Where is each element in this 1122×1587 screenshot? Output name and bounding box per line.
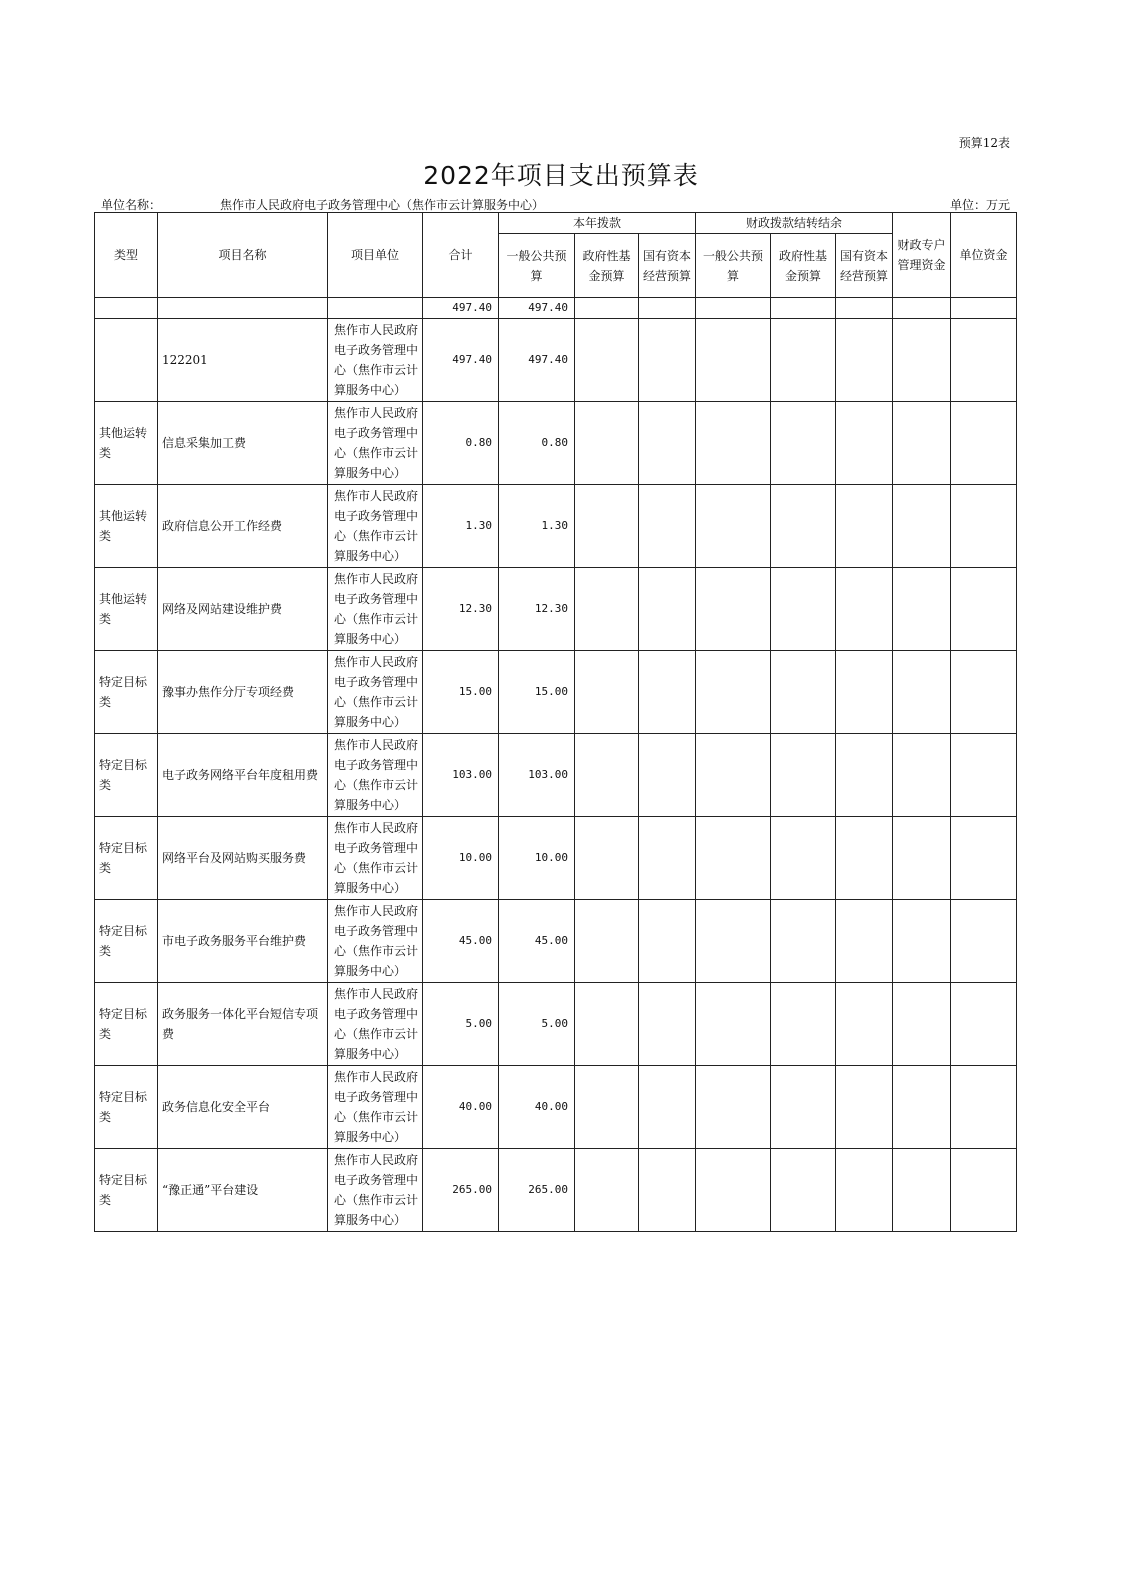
table-row: [95, 817, 1017, 900]
table-row: [95, 983, 1017, 1066]
row-general-budget: 15.00: [499, 651, 575, 734]
row-general-budget: 0.80: [499, 402, 575, 485]
empty-cell: [696, 900, 771, 983]
row-general-budget: 5.00: [499, 983, 575, 1066]
row-project-name: 市电子政务服务平台维护费: [158, 900, 328, 983]
empty-cell: [575, 402, 639, 485]
col-header-carry-state-capital-budget: 国有资本经营预算: [836, 234, 893, 298]
empty-cell: [639, 1066, 696, 1149]
col-header-state-capital-budget: 国有资本经营预算: [639, 234, 696, 298]
empty-cell: [575, 568, 639, 651]
col-group-current-year: 本年拨款: [499, 213, 696, 234]
row-general-budget: 497.40: [499, 319, 575, 402]
empty-cell: [696, 1149, 771, 1232]
row-project-name: 政府信息公开工作经费: [158, 485, 328, 568]
empty-cell: [893, 1149, 951, 1232]
project-budget-table: [94, 212, 1017, 1232]
row-general-budget: 1.30: [499, 485, 575, 568]
empty-cell: [575, 319, 639, 402]
row-project-unit: 焦作市人民政府电子政务管理中心（焦作市云计算服务中心）: [328, 319, 423, 402]
row-project-unit: 焦作市人民政府电子政务管理中心（焦作市云计算服务中心）: [328, 651, 423, 734]
row-total: 15.00: [423, 651, 499, 734]
col-header-unit-funds: 单位资金: [951, 213, 1017, 298]
empty-cell: [771, 734, 836, 817]
empty-cell: [836, 651, 893, 734]
table-row: [95, 402, 1017, 485]
empty-cell: [639, 1149, 696, 1232]
row-total: 40.00: [423, 1066, 499, 1149]
total-row-total: 497.40: [423, 298, 499, 319]
empty-cell: [696, 568, 771, 651]
total-row-general: 497.40: [499, 298, 575, 319]
empty-cell: [771, 568, 836, 651]
table-row: [95, 1149, 1017, 1232]
row-general-budget: 10.00: [499, 817, 575, 900]
empty-cell: [771, 651, 836, 734]
empty-cell: [951, 651, 1017, 734]
empty-cell: [893, 734, 951, 817]
total-row: [95, 298, 1017, 319]
empty-cell: [836, 900, 893, 983]
empty-cell: [893, 900, 951, 983]
col-header-carry-general-budget: 一般公共预算: [696, 234, 771, 298]
row-project-name: 豫事办焦作分厅专项经费: [158, 651, 328, 734]
row-project-name: “豫正通”平台建设: [158, 1149, 328, 1232]
empty-cell: [696, 817, 771, 900]
empty-cell: [771, 900, 836, 983]
table-row: [95, 734, 1017, 817]
empty-cell: [893, 651, 951, 734]
table-body: [95, 298, 1017, 1232]
empty-cell: [575, 900, 639, 983]
row-project-name: 网络及网站建设维护费: [158, 568, 328, 651]
table-row: [95, 485, 1017, 568]
money-unit-label: 单位：万元: [949, 198, 1010, 212]
row-project-unit: 焦作市人民政府电子政务管理中心（焦作市云计算服务中心）: [328, 1066, 423, 1149]
row-type: 其他运转类: [95, 402, 158, 485]
empty-cell: [575, 983, 639, 1066]
empty-cell: [639, 485, 696, 568]
row-total: 497.40: [423, 319, 499, 402]
empty-cell: [836, 1149, 893, 1232]
empty-cell: [951, 319, 1017, 402]
col-header-general-budget: 一般公共预算: [499, 234, 575, 298]
row-type: 特定目标类: [95, 1066, 158, 1149]
empty-cell: [836, 734, 893, 817]
row-general-budget: 103.00: [499, 734, 575, 817]
empty-cell: [893, 485, 951, 568]
col-header-type: 类型: [95, 213, 158, 298]
row-total: 103.00: [423, 734, 499, 817]
page-title: 2022年项目支出预算表: [423, 161, 699, 190]
row-total: 5.00: [423, 983, 499, 1066]
empty-cell: [696, 1066, 771, 1149]
row-project-unit: 焦作市人民政府电子政务管理中心（焦作市云计算服务中心）: [328, 983, 423, 1066]
empty-cell: [836, 1066, 893, 1149]
empty-cell: [951, 734, 1017, 817]
empty-cell: [893, 402, 951, 485]
row-project-unit: 焦作市人民政府电子政务管理中心（焦作市云计算服务中心）: [328, 817, 423, 900]
row-type: 特定目标类: [95, 983, 158, 1066]
table-row: [95, 568, 1017, 651]
row-total: 10.00: [423, 817, 499, 900]
empty-cell: [696, 651, 771, 734]
empty-cell: [575, 817, 639, 900]
empty-cell: [951, 983, 1017, 1066]
row-project-unit: 焦作市人民政府电子政务管理中心（焦作市云计算服务中心）: [328, 485, 423, 568]
empty-cell: [893, 1066, 951, 1149]
empty-cell: [696, 734, 771, 817]
row-project-unit: 焦作市人民政府电子政务管理中心（焦作市云计算服务中心）: [328, 900, 423, 983]
col-header-project-unit: 项目单位: [328, 213, 423, 298]
empty-cell: [836, 402, 893, 485]
empty-cell: [696, 319, 771, 402]
row-project-name: 122201: [158, 319, 328, 402]
empty-cell: [836, 319, 893, 402]
col-header-carry-gov-fund-budget: 政府性基金预算: [771, 234, 836, 298]
empty-cell: [639, 402, 696, 485]
row-total: 1.30: [423, 485, 499, 568]
empty-cell: [696, 485, 771, 568]
empty-cell: [951, 817, 1017, 900]
empty-cell: [771, 319, 836, 402]
row-total: 0.80: [423, 402, 499, 485]
table-row: [95, 651, 1017, 734]
row-total: 45.00: [423, 900, 499, 983]
row-project-unit: 焦作市人民政府电子政务管理中心（焦作市云计算服务中心）: [328, 1149, 423, 1232]
row-project-name: 网络平台及网站购买服务费: [158, 817, 328, 900]
col-header-special-account: 财政专户管理资金: [893, 213, 951, 298]
empty-cell: [639, 319, 696, 402]
table-number: 预算12表: [958, 136, 1010, 150]
row-general-budget: 265.00: [499, 1149, 575, 1232]
empty-cell: [951, 568, 1017, 651]
empty-cell: [836, 817, 893, 900]
empty-cell: [771, 817, 836, 900]
empty-cell: [893, 319, 951, 402]
table-row: [95, 319, 1017, 402]
col-header-total: 合计: [423, 213, 499, 298]
empty-cell: [951, 402, 1017, 485]
col-header-gov-fund-budget: 政府性基金预算: [575, 234, 639, 298]
row-project-unit: 焦作市人民政府电子政务管理中心（焦作市云计算服务中心）: [328, 568, 423, 651]
empty-cell: [639, 568, 696, 651]
empty-cell: [771, 402, 836, 485]
table-row: [95, 1066, 1017, 1149]
empty-cell: [951, 1149, 1017, 1232]
empty-cell: [575, 1149, 639, 1232]
empty-cell: [771, 1149, 836, 1232]
col-header-project-name: 项目名称: [158, 213, 328, 298]
row-total: 12.30: [423, 568, 499, 651]
row-type: 其他运转类: [95, 568, 158, 651]
row-total: 265.00: [423, 1149, 499, 1232]
row-type: 特定目标类: [95, 817, 158, 900]
table-row: [95, 900, 1017, 983]
unit-name-value: 焦作市人民政府电子政务管理中心（焦作市云计算服务中心）: [220, 198, 545, 212]
empty-cell: [771, 485, 836, 568]
empty-cell: [639, 651, 696, 734]
row-project-name: 政务服务一体化平台短信专项费: [158, 983, 328, 1066]
row-general-budget: 45.00: [499, 900, 575, 983]
empty-cell: [639, 900, 696, 983]
row-project-unit: 焦作市人民政府电子政务管理中心（焦作市云计算服务中心）: [328, 402, 423, 485]
row-project-name: 信息采集加工费: [158, 402, 328, 485]
empty-cell: [836, 568, 893, 651]
row-type: [95, 319, 158, 402]
empty-cell: [951, 485, 1017, 568]
empty-cell: [893, 817, 951, 900]
row-general-budget: 12.30: [499, 568, 575, 651]
row-type: 特定目标类: [95, 1149, 158, 1232]
empty-cell: [893, 983, 951, 1066]
row-type: 特定目标类: [95, 651, 158, 734]
row-type: 特定目标类: [95, 900, 158, 983]
empty-cell: [836, 485, 893, 568]
row-type: 其他运转类: [95, 485, 158, 568]
row-type: 特定目标类: [95, 734, 158, 817]
empty-cell: [575, 651, 639, 734]
empty-cell: [639, 817, 696, 900]
empty-cell: [771, 1066, 836, 1149]
empty-cell: [575, 1066, 639, 1149]
unit-name-label: 单位名称：: [101, 198, 162, 212]
empty-cell: [951, 1066, 1017, 1149]
empty-cell: [951, 900, 1017, 983]
empty-cell: [575, 485, 639, 568]
empty-cell: [639, 983, 696, 1066]
row-project-name: 政务信息化安全平台: [158, 1066, 328, 1149]
empty-cell: [696, 983, 771, 1066]
row-general-budget: 40.00: [499, 1066, 575, 1149]
col-group-carryover: 财政拨款结转结余: [696, 213, 893, 234]
row-project-name: 电子政务网络平台年度租用费: [158, 734, 328, 817]
empty-cell: [893, 568, 951, 651]
row-project-unit: 焦作市人民政府电子政务管理中心（焦作市云计算服务中心）: [328, 734, 423, 817]
empty-cell: [836, 983, 893, 1066]
empty-cell: [639, 734, 696, 817]
empty-cell: [575, 734, 639, 817]
empty-cell: [696, 402, 771, 485]
empty-cell: [771, 983, 836, 1066]
